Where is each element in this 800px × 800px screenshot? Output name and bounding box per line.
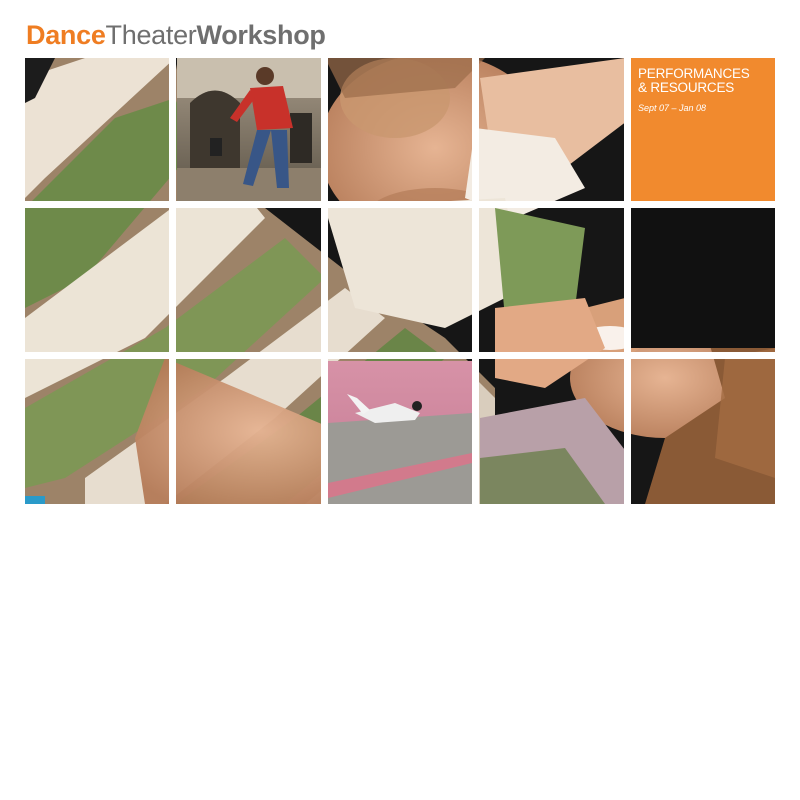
grid-gutter-horizontal xyxy=(25,201,775,208)
grid-gutter-horizontal xyxy=(25,352,775,359)
season-dates: Sept 07 – Jan 08 xyxy=(638,103,707,113)
logo-word-theater: Theater xyxy=(105,20,197,50)
headline-line-2: & RESOURCES xyxy=(638,80,735,95)
photo-grid xyxy=(25,58,775,504)
grid-gutter-vertical xyxy=(472,58,479,504)
logo-word-dance: Dance xyxy=(26,20,106,50)
headline-line-1: PERFORMANCES xyxy=(638,66,750,81)
grid-gutter-vertical xyxy=(169,58,176,504)
brand-logo xyxy=(26,22,326,49)
headline-text xyxy=(638,67,750,95)
grid-gutter-vertical xyxy=(624,58,631,504)
grid-gutter-vertical xyxy=(321,58,328,504)
logo-word-workshop: Workshop xyxy=(196,20,326,50)
headline-tile xyxy=(631,58,775,201)
